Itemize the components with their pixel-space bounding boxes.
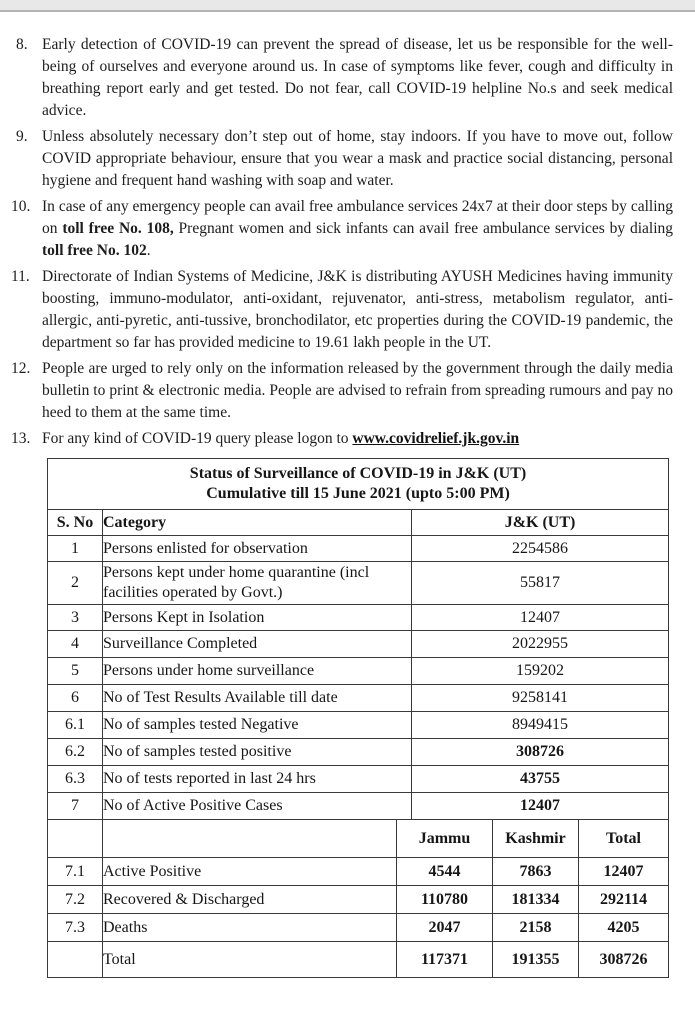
list-item-8 — [8, 34, 673, 122]
item-text: Early detection of COVID-19 can prevent the spread of disease, let us be responsible for the well-being of ourselves and everyone around us. In case of symptoms like fever, cough and difficulty in breathing report early and get tested. Do not fear, call COVID-19 helpline No.s and seek medical advice. — [42, 36, 673, 119]
covid-surveillance-table — [47, 458, 669, 978]
item-text-part: . — [146, 242, 151, 259]
table-row — [48, 712, 669, 739]
category-cell: Active Positive — [103, 858, 397, 886]
grand-total-cell: 308726 — [579, 942, 669, 978]
jammu-cell: 2047 — [397, 914, 493, 942]
kashmir-cell: 181334 — [493, 886, 579, 914]
category-cell: No of samples tested positive — [103, 739, 412, 766]
jammu-cell: 4544 — [397, 858, 493, 886]
value-cell: 2022955 — [412, 631, 669, 658]
value-cell: 12407 — [412, 605, 669, 631]
table-row — [48, 858, 669, 886]
table-row — [48, 658, 669, 685]
list-item-13 — [8, 428, 673, 450]
table-row — [48, 739, 669, 766]
table-title-row — [48, 459, 669, 510]
header-sno: S. No — [48, 510, 103, 536]
header-total: Total — [579, 820, 669, 858]
value-cell: 308726 — [412, 739, 669, 766]
kashmir-cell: 2158 — [493, 914, 579, 942]
region-header-row — [48, 820, 669, 858]
sno-cell: 5 — [48, 658, 103, 685]
covidrelief-link[interactable]: www.covidrelief.jk.gov.in — [352, 430, 520, 447]
category-cell: Persons enlisted for observation — [103, 536, 412, 562]
sno-cell: 3 — [48, 605, 103, 631]
toll-free-108: toll free No. 108, — [62, 220, 174, 237]
value-cell: 55817 — [412, 562, 669, 605]
sno-cell: 2 — [48, 562, 103, 605]
category-cell: No of Active Positive Cases — [103, 793, 412, 820]
jammu-cell: 110780 — [397, 886, 493, 914]
item-text-part: Pregnant women and sick infants can avail free ambulance services by dialing — [173, 220, 674, 237]
table-row — [48, 605, 669, 631]
kashmir-total-cell: 191355 — [493, 942, 579, 978]
value-cell: 9258141 — [412, 685, 669, 712]
header-kashmir: Kashmir — [493, 820, 579, 858]
sno-cell: 7.3 — [48, 914, 103, 942]
toll-free-102: toll free No. 102 — [42, 242, 147, 259]
empty-cell — [48, 942, 103, 978]
table-row — [48, 886, 669, 914]
document-page — [0, 12, 695, 978]
category-cell: Surveillance Completed — [103, 631, 412, 658]
sno-cell: 7 — [48, 793, 103, 820]
empty-cell — [103, 820, 397, 858]
header-category: Category — [103, 510, 412, 536]
item-number: 9. — [16, 128, 28, 145]
item-text-part: For any kind of COVID-19 query please logon to — [42, 430, 353, 447]
item-text: People are urged to rely only on the information released by the government through the daily media bulletin to print & electronic media. People are advised to refrain from spreading rumours and pay no heed to them at the same time. — [42, 360, 673, 421]
value-cell: 12407 — [412, 793, 669, 820]
scan-top-bar — [0, 0, 695, 12]
list-item-10 — [8, 196, 673, 262]
item-number: 12. — [11, 360, 31, 377]
table-row — [48, 793, 669, 820]
table-row — [48, 562, 669, 605]
table-row — [48, 914, 669, 942]
item-number: 11. — [11, 268, 30, 285]
kashmir-cell: 7863 — [493, 858, 579, 886]
list-item-12 — [8, 358, 673, 424]
sno-cell: 6.2 — [48, 739, 103, 766]
sno-cell: 7.2 — [48, 886, 103, 914]
sno-cell: 6.3 — [48, 766, 103, 793]
table-row — [48, 631, 669, 658]
total-label-cell: Total — [103, 942, 397, 978]
surveillance-table-wrapper — [47, 458, 673, 978]
item-text-part: In case of any emergency people can avail free ambulance services 24x7 at their door steps by calling on — [42, 198, 673, 237]
list-item-11 — [8, 266, 673, 354]
total-cell: 12407 — [579, 858, 669, 886]
item-number: 8. — [16, 36, 28, 53]
table-title — [48, 459, 669, 510]
total-cell: 292114 — [579, 886, 669, 914]
category-cell: No of tests reported in last 24 hrs — [103, 766, 412, 793]
category-cell: Persons under home surveillance — [103, 658, 412, 685]
numbered-list — [8, 34, 673, 450]
category-cell: Persons kept under home quarantine (incl facilities operated by Govt.) — [103, 562, 412, 605]
sno-cell: 6.1 — [48, 712, 103, 739]
category-cell: Deaths — [103, 914, 397, 942]
jammu-total-cell: 117371 — [397, 942, 493, 978]
sno-cell: 1 — [48, 536, 103, 562]
item-text — [42, 198, 673, 259]
category-cell: No of Test Results Available till date — [103, 685, 412, 712]
item-text: Unless absolutely necessary don’t step out of home, stay indoors. If you have to move out, follow COVID appropriate behaviour, ensure that you wear a mask and practice social distancing, personal hygiene and frequent hand washing with soap and water. — [42, 128, 673, 189]
value-cell: 159202 — [412, 658, 669, 685]
item-number: 10. — [11, 198, 31, 215]
sno-cell: 4 — [48, 631, 103, 658]
sno-cell: 7.1 — [48, 858, 103, 886]
category-cell: Persons Kept in Isolation — [103, 605, 412, 631]
header-jammu: Jammu — [397, 820, 493, 858]
total-cell: 4205 — [579, 914, 669, 942]
table-row — [48, 536, 669, 562]
value-cell: 8949415 — [412, 712, 669, 739]
grand-total-row — [48, 942, 669, 978]
item-text — [42, 430, 519, 447]
empty-cell — [48, 820, 103, 858]
table-title-line1: Status of Surveillance of COVID-19 in J&K (UT) — [189, 465, 527, 483]
value-cell: 43755 — [412, 766, 669, 793]
category-cell: Recovered & Discharged — [103, 886, 397, 914]
table-header-row — [48, 510, 669, 536]
table-row — [48, 766, 669, 793]
list-item-9 — [8, 126, 673, 192]
header-jk-ut: J&K (UT) — [412, 510, 669, 536]
sno-cell: 6 — [48, 685, 103, 712]
item-text: Directorate of Indian Systems of Medicine, J&K is distributing AYUSH Medicines having immunity boosting, immuno-modulator, anti-oxidant, rejuvenator, anti-stress, metabolism regulator, anti-allergic, anti-pyretic, anti-tussive, bronchodilator, etc properties during the COVID-19 pandemic, the department so far has provided medicine to 19.61 lakh people in the UT. — [42, 268, 673, 351]
table-row — [48, 685, 669, 712]
value-cell: 2254586 — [412, 536, 669, 562]
category-cell: No of samples tested Negative — [103, 712, 412, 739]
table-title-line2: Cumulative till 15 June 2021 (upto 5:00 PM) — [206, 485, 510, 502]
item-number: 13. — [11, 430, 31, 447]
